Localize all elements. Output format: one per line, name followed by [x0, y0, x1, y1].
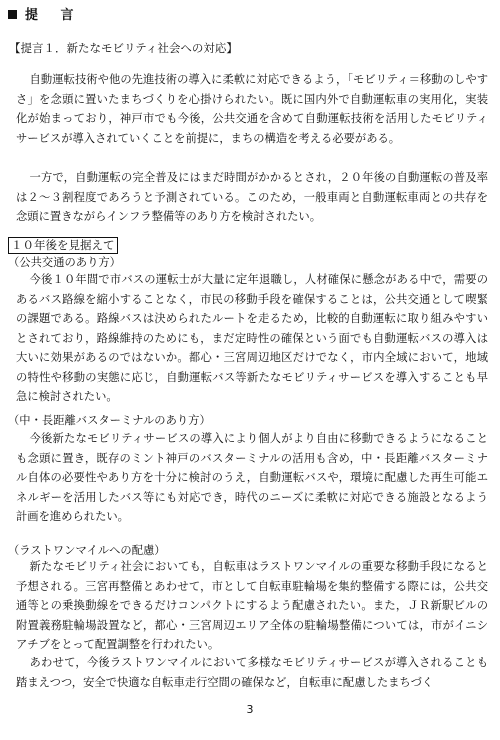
section-text-last-mile: 新たなモビリティ社会においても，自転車はラストワンマイルの重要な移動手段になると予想される。三宮再整備とあわせて，市として自転車駐輪場を集約整備する際には，公共交通等との乗換動線をできるだけコンパクトにするよう配慮されたい。また，ＪＲ新駅ビルの附置義務駐輪場設置など，都心・三宮周辺エリア全体の駐輪場整備については，市がイニシアチブをとって配置調整を行われたい。	[16, 560, 488, 651]
section-heading-bus-terminal: （中・長距離バスターミナルのあり方）	[8, 414, 211, 427]
section-text-last-mile-2: あわせて，今後ラストワンマイルにおいて多様なモビリティサービスが導入されることも踏まえつつ，安全で快適な自転車走行空間の確保など，自転車に配慮したまちづく	[16, 656, 488, 689]
intro-paragraph-1: 自動運転技術や他の先進技術の導入に柔軟に対応できるよう，「モビリティ＝移動のしやすさ」を念頭に置いたまちづくりを心掛けられたい。既に国内外で自動運転車の実用化，実装化が始まっており，神戸市でも今後，公共交通を含めて自動運転技術を活用したモビリティサービスが導入されていくことを前提に，まちの構造を考える必要がある。	[16, 73, 488, 145]
section-title: 提 言	[25, 8, 83, 23]
section-heading-last-mile: （ラストワンマイルへの配慮）	[8, 544, 166, 557]
section-heading-public-transport: （公共交通のあり方）	[8, 256, 121, 269]
section-text-public-transport: 今後１０年間で市バスの運転士が大量に定年退職し，人材確保に懸念がある中で，需要のあるバス路線を縮小することなく，市民の移動手段を確保することは，公共交通として喫緊の課題である。路線バスは決められたルートを走るため，比較的自動運転に取り組みやすいとされており，路線維持のためにも，まだ定時性の確保という面でも自動運転バスの導入は大いに効果があるのではないか。都心・三宮周辺地区だけでなく，市内全域において，地域の特性や移動の実態に応じ，自動運転バス等新たなモビリティサービスを導入することも早急に検討されたい。	[16, 273, 488, 403]
section-header	[8, 4, 83, 23]
proposal-title: 【提言１．新たなモビリティ社会への対応】	[9, 41, 238, 55]
intro-paragraph-2: 一方で，自動運転の完全普及にはまだ時間がかかるとされ，２０年後の自動運転の普及率は２～３割程度であろうと予測されている。このため，一般車両と自動運転車両との共存を念頭に置きながらインフラ整備等のあり方を検討されたい。	[16, 171, 488, 223]
square-bullet-icon	[8, 10, 17, 19]
horizon-label: １０年後を見据えて	[8, 237, 118, 254]
page-number: 3	[246, 703, 254, 716]
section-text-bus-terminal: 今後新たなモビリティサービスの導入により個人がより自由に移動できるようになることも念頭に置き，既存のミント神戸のバスターミナルの活用も含め，中・長距離バスターミナル自体の必要性やあり方を十分に検討のうえ，自動運転バスや，環境に配慮した再生可能エネルギーを活用したバス等にも対応でき，時代のニーズに柔軟に対応できる施設となるよう計画を進められたい。	[16, 432, 488, 523]
